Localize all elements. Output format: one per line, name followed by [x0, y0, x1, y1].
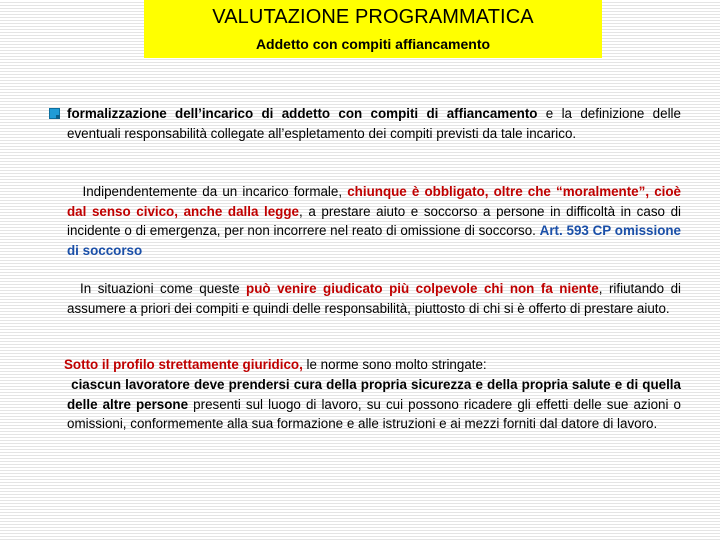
paragraph-juridical-lead: Sotto il profilo strettamente giuridico,: [64, 357, 303, 372]
paragraph-worker-duty-rest: presenti sul luogo di lavoro, su cui possono ricadere gli effetti delle sue azioni o omissioni, conformemente alla sua formazione e alle istruzioni e ai mezzi forniti dal datore di lavoro.: [67, 396, 681, 431]
paragraph-juridical-lead-rest: le norme sono molto stringate:: [302, 357, 487, 372]
paragraph-worker-duty: [67, 375, 681, 434]
page-subtitle: Addetto con compiti affiancamento: [255, 36, 491, 52]
title-banner: [144, 0, 602, 58]
paragraph-formalization: [67, 104, 681, 143]
paragraph-formalization-lead: formalizzazione dell’incarico di addetto con compiti di affiancamento: [67, 106, 538, 121]
paragraph-formalization-rest: e la definizione delle eventuali responsabilità collegate all’espletamento dei compiti previsti da tale incarico.: [67, 106, 681, 141]
paragraph-legal-obligation: [67, 182, 681, 260]
page-title: VALUTAZIONE PROGRAMMATICA: [212, 6, 534, 28]
paragraph-juridical-intro: [64, 355, 681, 375]
paragraph-culpability-lead: In situazioni come queste: [80, 281, 247, 296]
paragraph-legal-obligation-lead: Indipendentemente da un incarico formale,: [82, 184, 348, 199]
paragraph-culpability-rest: , rifiutando di assumere a priori dei compiti e quindi delle responsabilità, piuttosto di chi si è offerto di prestare aiuto.: [67, 281, 681, 316]
paragraph-worker-duty-emphasis: ciascun lavoratore deve prendersi cura della propria sicurezza e della propria salute e di quella delle altre persone: [67, 377, 681, 412]
paragraph-culpability: [67, 279, 681, 318]
paragraph-legal-obligation-rest: , a prestare aiuto e soccorso a persone in difficoltà in caso di incidente o di emergenza, per non incorrere nel reato di omissione di soccorso.: [67, 203, 681, 238]
paragraph-legal-obligation-emphasis: chiunque è obbligato, oltre che “moralmente”, cioè dal senso civico, anche dalla legge: [67, 184, 682, 219]
paragraph-culpability-emphasis: può venire giudicato più colpevole chi non fa niente: [246, 281, 599, 296]
legal-reference: Art. 593 CP omissione di soccorso: [67, 223, 681, 258]
square-bullet-icon: [49, 108, 60, 119]
